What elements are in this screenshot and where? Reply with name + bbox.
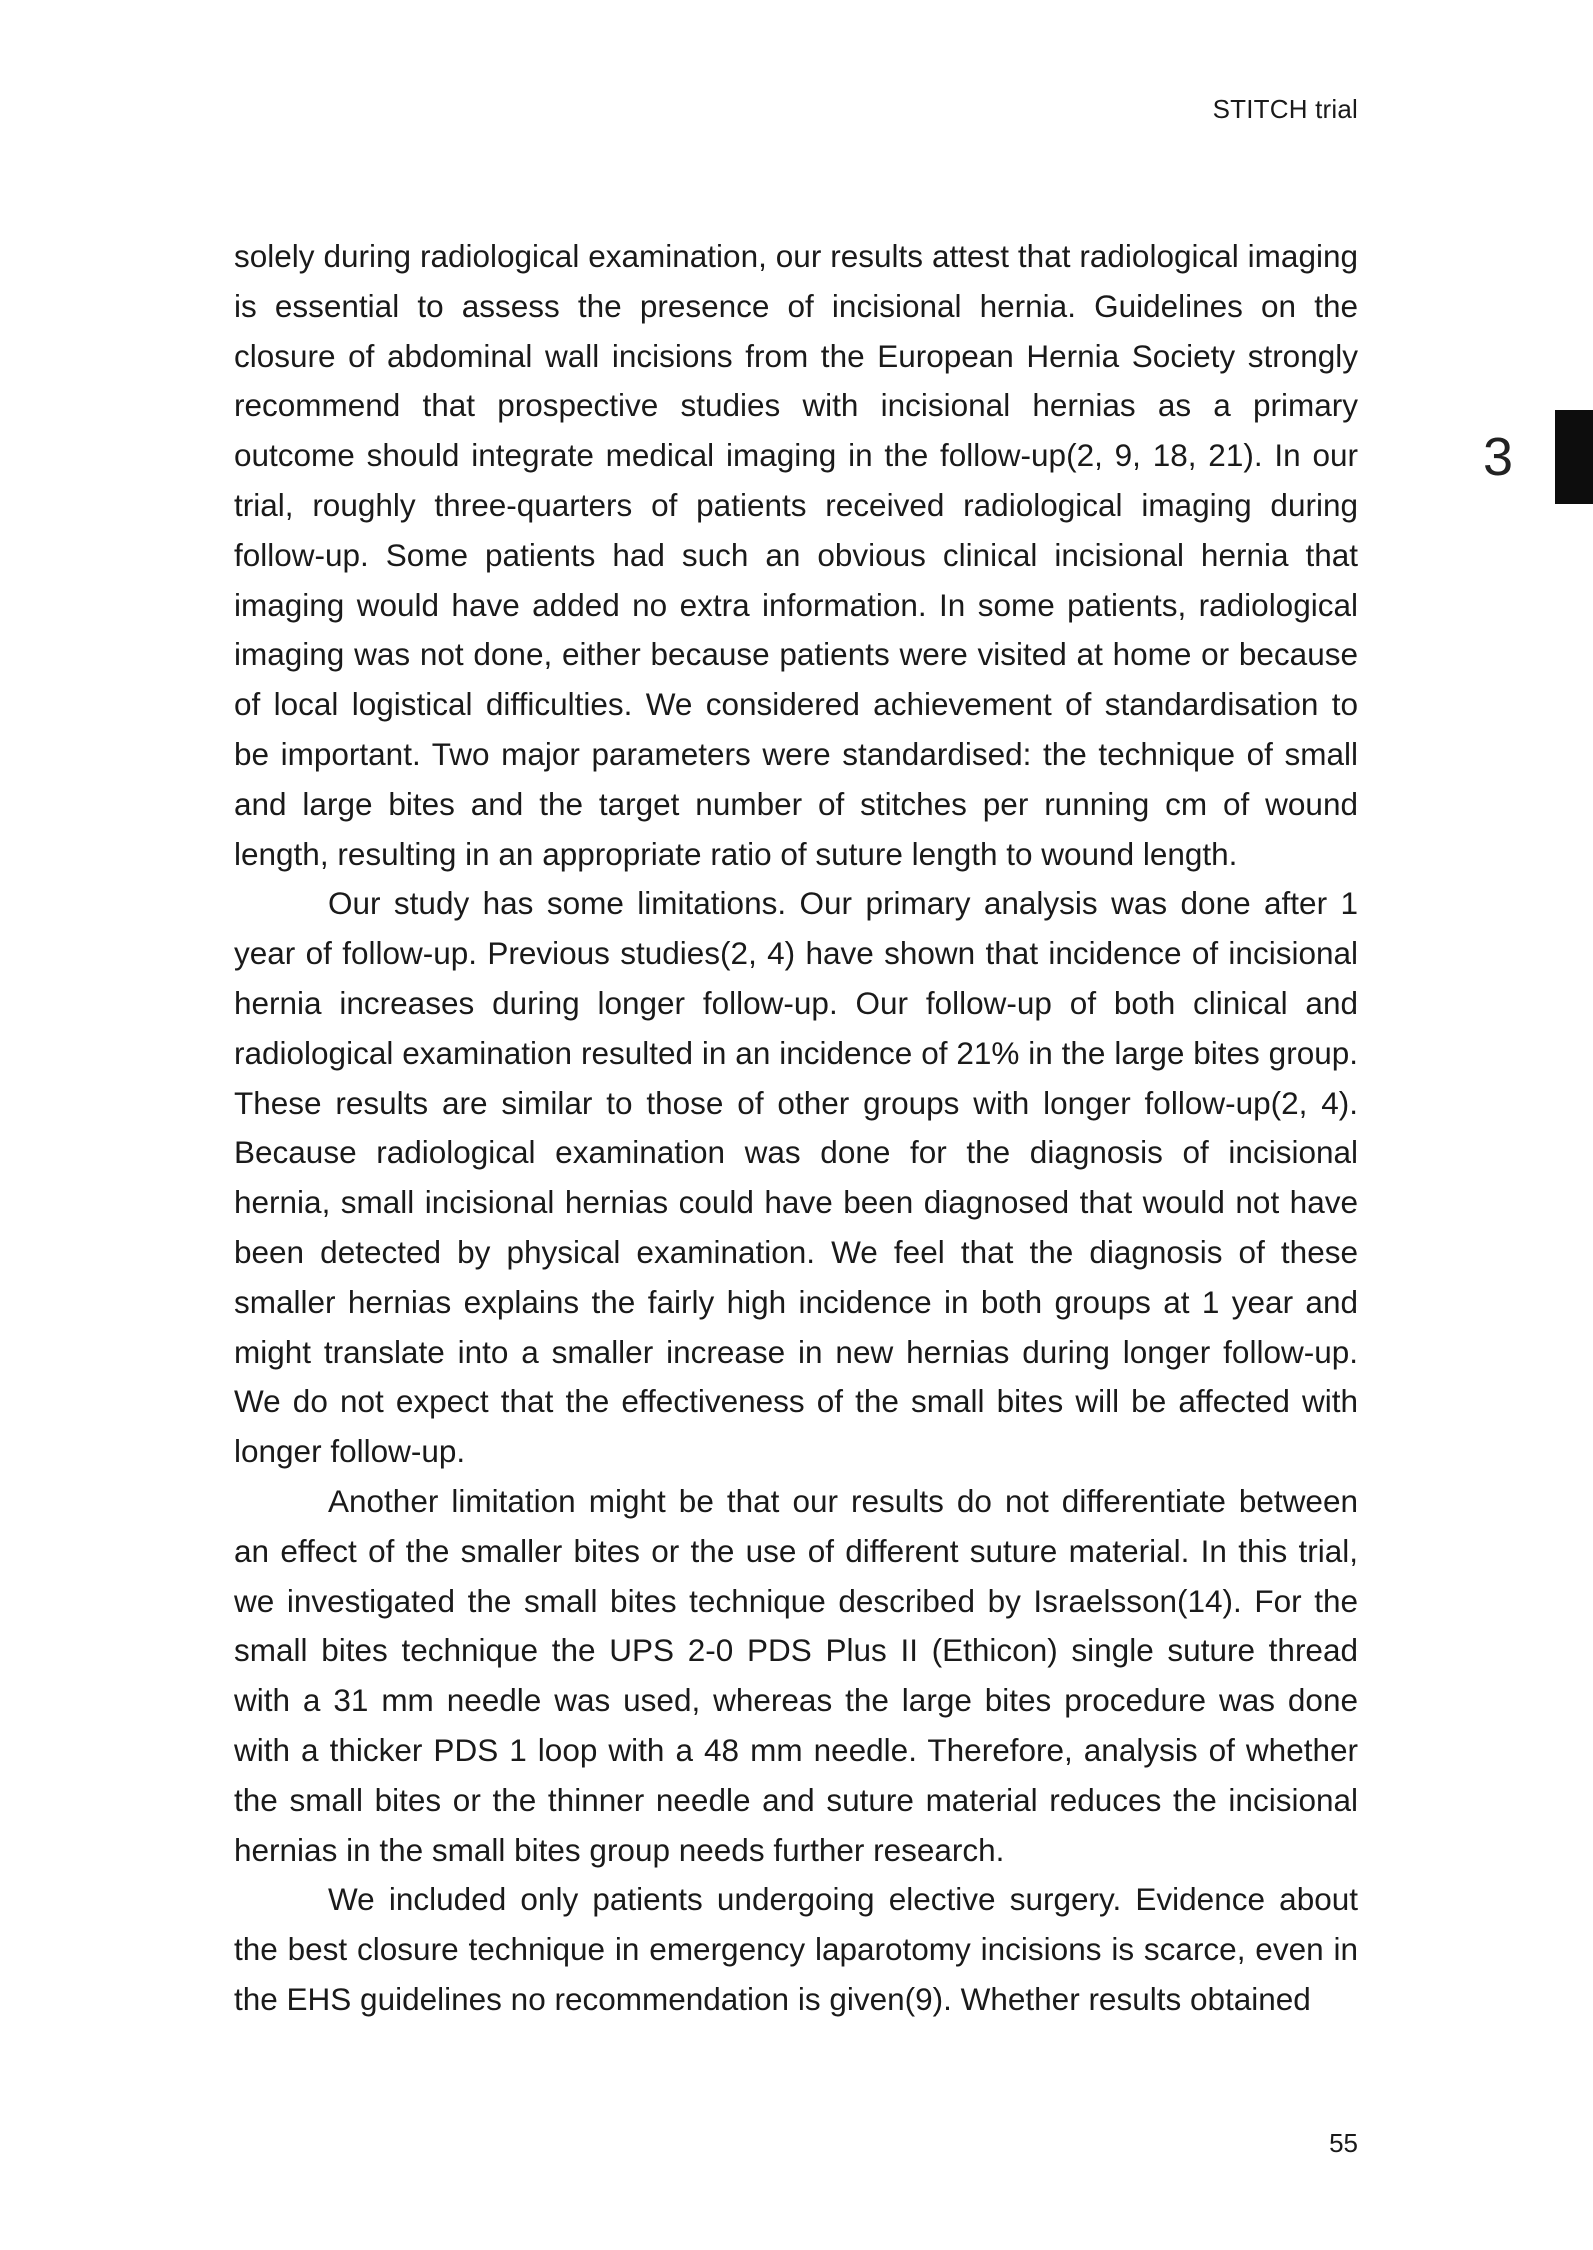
paragraph: solely during radiological examination, our results attest that radiological imaging is essential to assess the presence of incisional hernia. Guidelines on the closure of abdominal wall incisions from the European Hernia Society strongly recommend that prospective studies with incisional hernias as a primary outcome should integrate medical imaging in the follow-up(2, 9, 18, 21). In our trial, roughly three-quarters of patients received radiological imaging during follow-up. Some patients had such an obvious clinical incisional hernia that imaging would have added no extra information. In some patients, radiological imaging was not done, either because patients were visited at home or because of local logistical difficulties. We considered achievement of standardisation to be important. Two major parameters were standardised: the technique of small and large bites and the target number of stitches per running cm of wound length, resulting in an appropriate ratio of suture length to wound length. <box>234 238 1358 872</box>
chapter-tab <box>1483 410 1593 504</box>
page-number: 55 <box>1329 2128 1358 2158</box>
paragraph: Another limitation might be that our results do not differentiate between an effect of the smaller bites or the use of different suture material. In this trial, we investigated the small bites technique described by Israelsson(14). For the small bites technique the UPS 2-0 PDS Plus II (Ethicon) single suture thread with a 31 mm needle was used, whereas the large bites procedure was done with a thicker PDS 1 loop with a 48 mm needle. Therefore, analysis of whether the small bites or the thinner needle and suture material reduces the incisional hernias in the small bites group needs further research. <box>234 1482 1358 1868</box>
chapter-marker-bar <box>1555 410 1593 504</box>
chapter-number: 3 <box>1482 427 1513 487</box>
body-text <box>234 232 1358 2025</box>
paragraph: Our study has some limitations. Our primary analysis was done after 1 year of follow-up. Previous studies(2, 4) have shown that incidence of incisional hernia increases during longer follow-up. Our follow-up of both clinical and radiological examination resulted in an incidence of 21% in the large bites group. These results are similar to those of other groups with longer follow-up(2, 4). Because radiological examination was done for the diagnosis of incisional hernia, small incisional hernias could have been diagnosed that would not have been detected by physical examination. We feel that the diagnosis of these smaller hernias explains the fairly high incidence in both groups at 1 year and might translate into a smaller increase in new hernias during longer follow-up. We do not expect that the effectiveness of the small bites will be affected with longer follow-up. <box>234 885 1358 1470</box>
running-header: STITCH trial <box>1212 94 1358 124</box>
paragraph: We included only patients undergoing elective surgery. Evidence about the best closure technique in emergency laparotomy incisions is scarce, even in the EHS guidelines no recommendation is given(9). Whether results obtained <box>234 1881 1358 2017</box>
